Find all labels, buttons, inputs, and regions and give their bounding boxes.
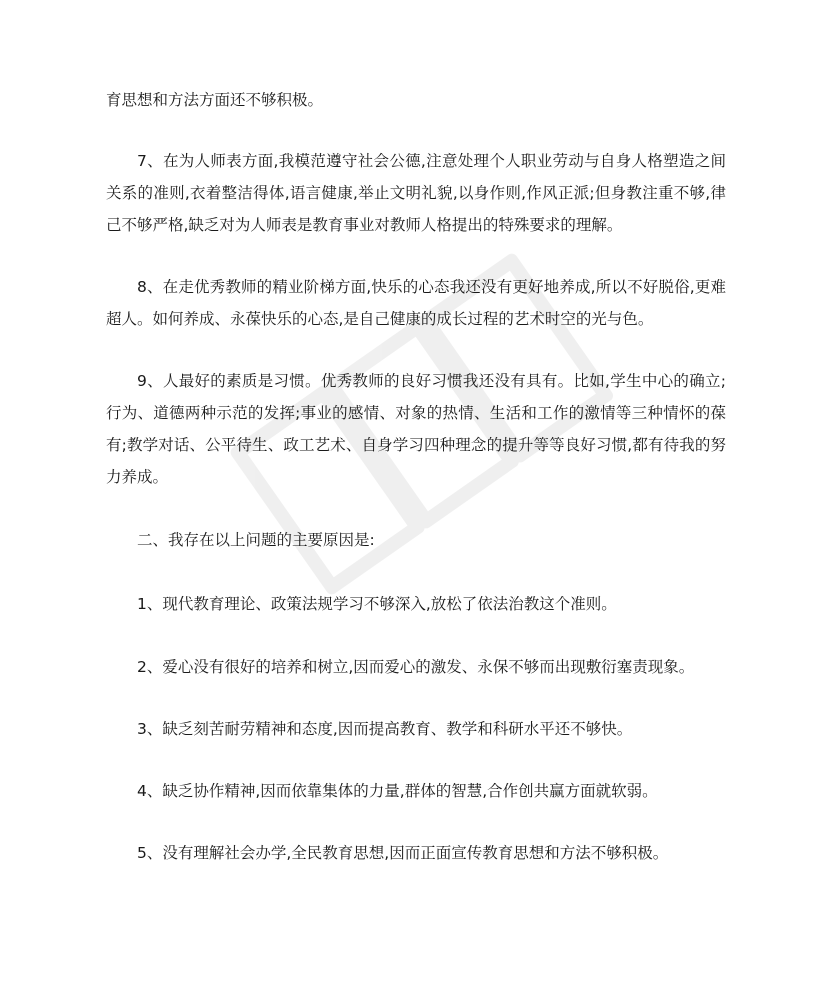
cause-item-5: 5、没有理解社会办学,全民教育思想,因而正面宣传教育思想和方法不够积极。: [137, 844, 669, 862]
cause-item-3: 3、缺乏刻苦耐劳精神和态度,因而提高教育、教学和科研水平还不够快。: [137, 720, 633, 738]
cause-item-4: 4、缺乏协作精神,因而依靠集体的力量,群体的智慧,合作创共赢方面就软弱。: [137, 782, 658, 800]
paragraph-continuation: 育思想和方法方面还不够积极。: [106, 91, 324, 109]
cause-item-2: 2、爱心没有很好的培养和树立,因而爱心的激发、永保不够而出现敷衍塞责现象。: [137, 658, 695, 676]
paragraph-item-7: 7、在为人师表方面,我模范遵守社会公德,注意处理个人职业劳动与自身人格塑造之间关系的准则,衣着整洁得体,语言健康,举止文明礼貌,以身作则,作风正派;但身教注重不够,律己不够严格,缺乏对为人师表是教育事业对教师人格提出的特殊要求的理解。: [106, 152, 726, 234]
paragraph-item-8: 8、在走优秀教师的精业阶梯方面,快乐的心态我还没有更好地养成,所以不好脱俗,更难超人。如何养成、永葆快乐的心态,是自己健康的成长过程的艺术时空的光与色。: [106, 278, 726, 328]
cause-item-1: 1、现代教育理论、政策法规学习不够深入,放松了依法治教这个准则。: [137, 595, 617, 613]
paragraph-item-9: 9、人最好的素质是习惯。优秀教师的良好习惯我还没有具有。比如,学生中心的确立;行为、道德两种示范的发挥;事业的感情、对象的热情、生活和工作的激情等三种情怀的葆有;教学对话、公平待生、政工艺术、自身学习四种理念的提升等等良好习惯,都有待我的努力养成。: [106, 372, 726, 486]
section-heading-causes: 二、我存在以上问题的主要原因是:: [137, 531, 375, 549]
